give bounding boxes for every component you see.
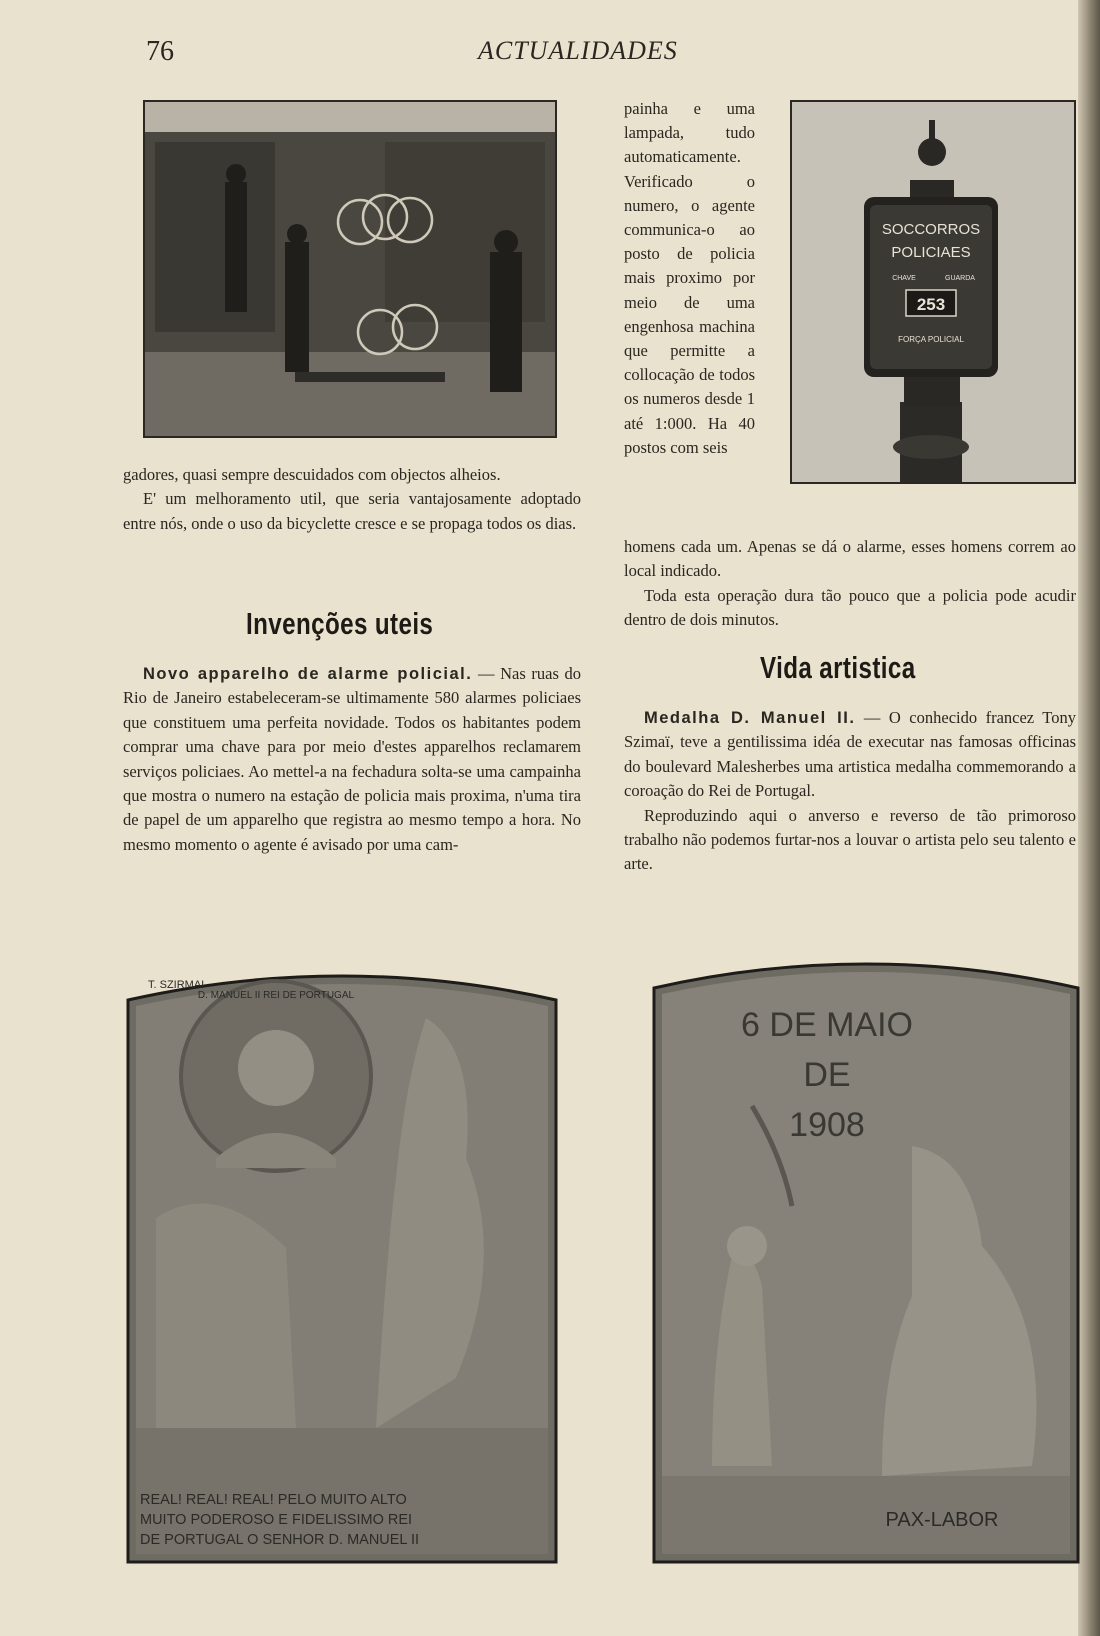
medal-motto: PAX-LABOR (885, 1509, 999, 1531)
medal-reverse-line-1: 6 DE MAIO (741, 1006, 913, 1044)
alarm-sign-line-1: SOCCORROS (881, 221, 981, 238)
runin-title: Medalha D. Manuel II. (644, 709, 856, 727)
alarm-sign-line-4: GUARDA (945, 275, 975, 282)
medal-reverse-line-2: DE (803, 1056, 851, 1094)
medal-signature: T. SZIRMAI (148, 979, 205, 991)
paragraph: E' um melhoramento util, que seria vantajosamente adoptado entre nós, onde o uso da bicyclette cresce e se propaga todos os dias. (123, 489, 581, 533)
page-number: 76 (146, 36, 174, 67)
section-heading-vida: Vida artistica (760, 650, 916, 685)
alarm-sign-number: 253 (916, 295, 946, 314)
medal-inscription-line-2: MUITO PODEROSO E FIDELISSIMO REI (140, 1512, 413, 1528)
alarm-sign-line-2: POLICIAES (891, 244, 971, 261)
invencoes-body (123, 662, 581, 857)
paragraph: Toda esta operação dura tão pouco que a policia pode acudir dentro de dois minutos. (624, 585, 1076, 630)
runin-title: Novo apparelho de alarme policial. (143, 665, 473, 683)
medal-reverse-line-3: 1908 (789, 1106, 865, 1144)
vida-body (624, 706, 1076, 877)
bicycle-wagon-photo (143, 100, 557, 438)
paragraph (123, 662, 581, 857)
alarm-sign-line-6: FORÇA POLICIAL (898, 335, 964, 344)
paragraph-body: — Nas ruas do Rio de Janeiro estabeleceram-se ultimamente 580 alarmes policiaes que constituem uma perfeita novidade. Todos os habitantes podem comprar uma chave para por meio d'estes apparelhos reclamarem serviços policiaes. Ao mettel-a na fechadura solta-se uma campainha que mostra o numero na estação de policia mais proxima, n'uma tira de papel de um apparelho que registra ao mesmo tempo a hora. No mesmo momento o agente é avisado por uma cam- (123, 664, 581, 854)
paragraph-body: — O conhecido francez Tony Szimaï, teve a gentilissima idéa de executar nas famosas officinas do boulevard Malesherbes uma artistica medalha commemorando a coroação do Rei de Portugal. (624, 708, 1076, 801)
medal-inscription-line-3: DE PORTUGAL O SENHOR D. MANUEL II (140, 1532, 420, 1548)
medal-inscription-line-1: REAL! REAL! REAL! PELO MUITO ALTO (140, 1492, 407, 1508)
police-alarm-post-photo (790, 100, 1076, 484)
col-right-top-text (624, 535, 1076, 633)
paragraph: homens cada um. Apenas se dá o alarme, esses homens correm ao local indicado. (624, 537, 1076, 581)
paragraph (624, 706, 1076, 804)
running-title: ACTUALIDADES (478, 36, 678, 65)
alarm-sign-line-3: CHAVE (892, 275, 916, 282)
paragraph: gadores, quasi sempre descuidados com objectos alheios. (123, 465, 501, 484)
col-middle-text (624, 97, 755, 460)
page-edge-shadow (1078, 0, 1100, 1636)
medal-reverse-photo (652, 946, 1080, 1564)
paragraph: Reproduzindo aqui o anverso e reverso de tão primoroso trabalho não podemos furtar-nos a louvar o artista pelo seu talento e arte. (624, 805, 1076, 874)
medal-obverse-photo (126, 958, 558, 1564)
medal-ring-inscription: D. MANUEL II REI DE PORTUGAL (197, 990, 355, 1001)
paragraph: painha e uma lampada, tudo automaticamente. Verificado o numero, o agente communica-o ao posto de policia mais proximo por meio de uma engenhosa machina que permitte a collocação de todos os numeros desde 1 até 1:000. Ha 40 postos com seis (624, 99, 755, 457)
section-heading-invencoes: Invenções uteis (246, 606, 434, 641)
col-left-top-text (123, 463, 581, 536)
